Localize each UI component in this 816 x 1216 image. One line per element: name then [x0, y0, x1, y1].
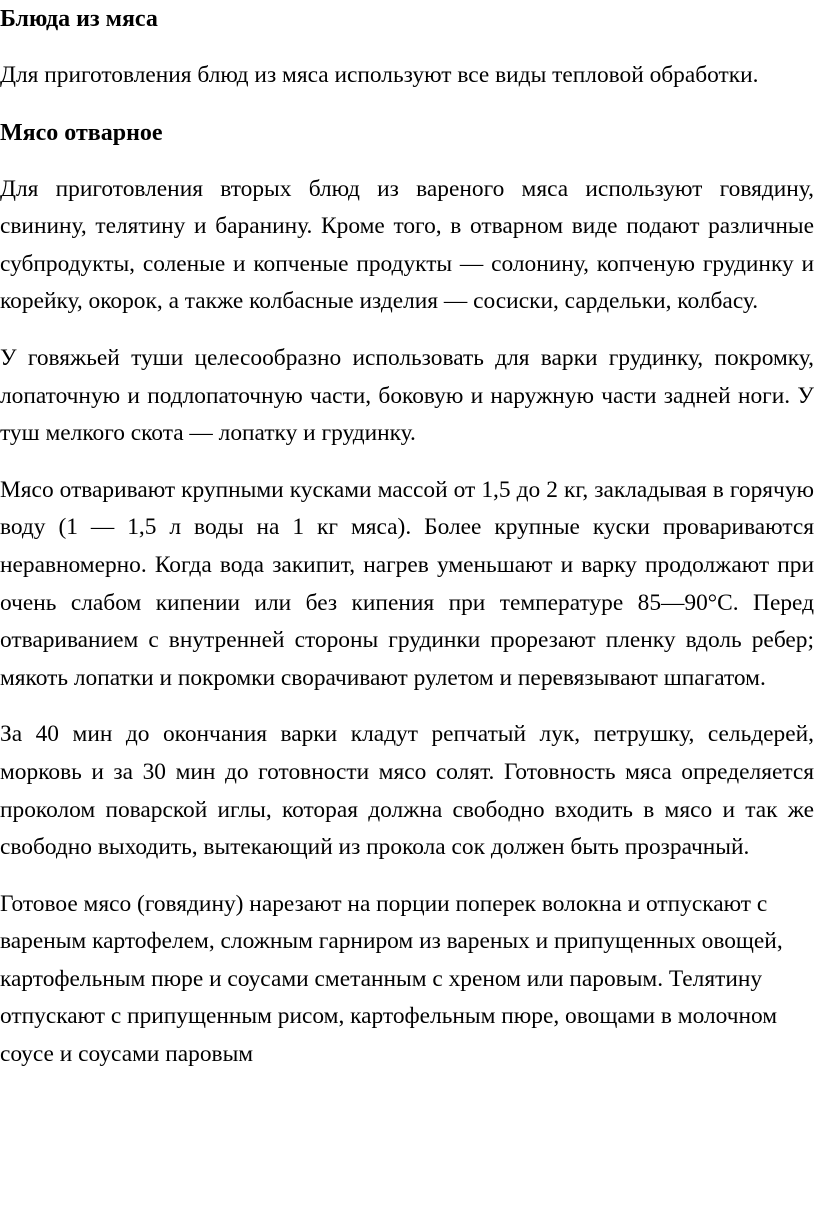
section-title: Мясо отварное	[0, 119, 163, 146]
paragraph-3: Мясо отваривают крупными кусками массой от 1,5 до 2 кг, закладывая в горячую воду (1 — 1,5 л воды на 1 кг мяса). Более крупные куски провариваются неравномерно. Когда вода закипит, нагрев уменьшают и варку продолжают при очень слабом кипении или без кипения при температуре 85—90°С. Перед отвариванием с внутренней стороны грудинки прорезают пленку вдоль ребер; мякоть лопатки и покромки сворачивают рулетом и перевязывают шпагатом.	[0, 476, 814, 691]
paragraph-4: За 40 мин до окончания варки кладут репчатый лук, петрушку, сельдерей, морковь и за 30 мин до готовности мясо солят. Готовность мяса определяется проколом поварской иглы, которая должна свободно входить в мясо и так же свободно выходить, вытекающий из прокола сок должен быть прозрачный.	[0, 721, 814, 861]
intro-paragraph: Для приготовления блюд из мяса используют все виды тепловой обработки.	[0, 62, 759, 88]
paragraph-5: Готовое мясо (говядину) нарезают на порции поперек волокна и отпускают с вареным картофелем, сложным гарниром из вареных и припущенных овощей, картофельным пюре и соусами сметанным с хреном или паровым. Телятину отпускают с припущенным рисом, картофельным пюре, овощами в молочном соусе и соусами паровым	[0, 890, 783, 1068]
paragraph-2: У говяжьей туши целесообразно использовать для варки грудинку, покромку, лопаточную и подлопаточную части, боковую и наружную части задней ноги. У туш мелкого скота — лопатку и грудинку.	[0, 344, 814, 447]
paragraph-1: Для приготовления вторых блюд из вареного мяса используют говядину, свинину, телятину и баранину. Кроме того, в отварном виде подают различные субпродукты, соленые и копченые продукты — солонину, копченую грудинку и корейку, окорок, а также колбасные изделия — сосиски, сардельки, колбасу.	[0, 175, 814, 315]
document-title: Блюда из мяса	[0, 6, 158, 32]
